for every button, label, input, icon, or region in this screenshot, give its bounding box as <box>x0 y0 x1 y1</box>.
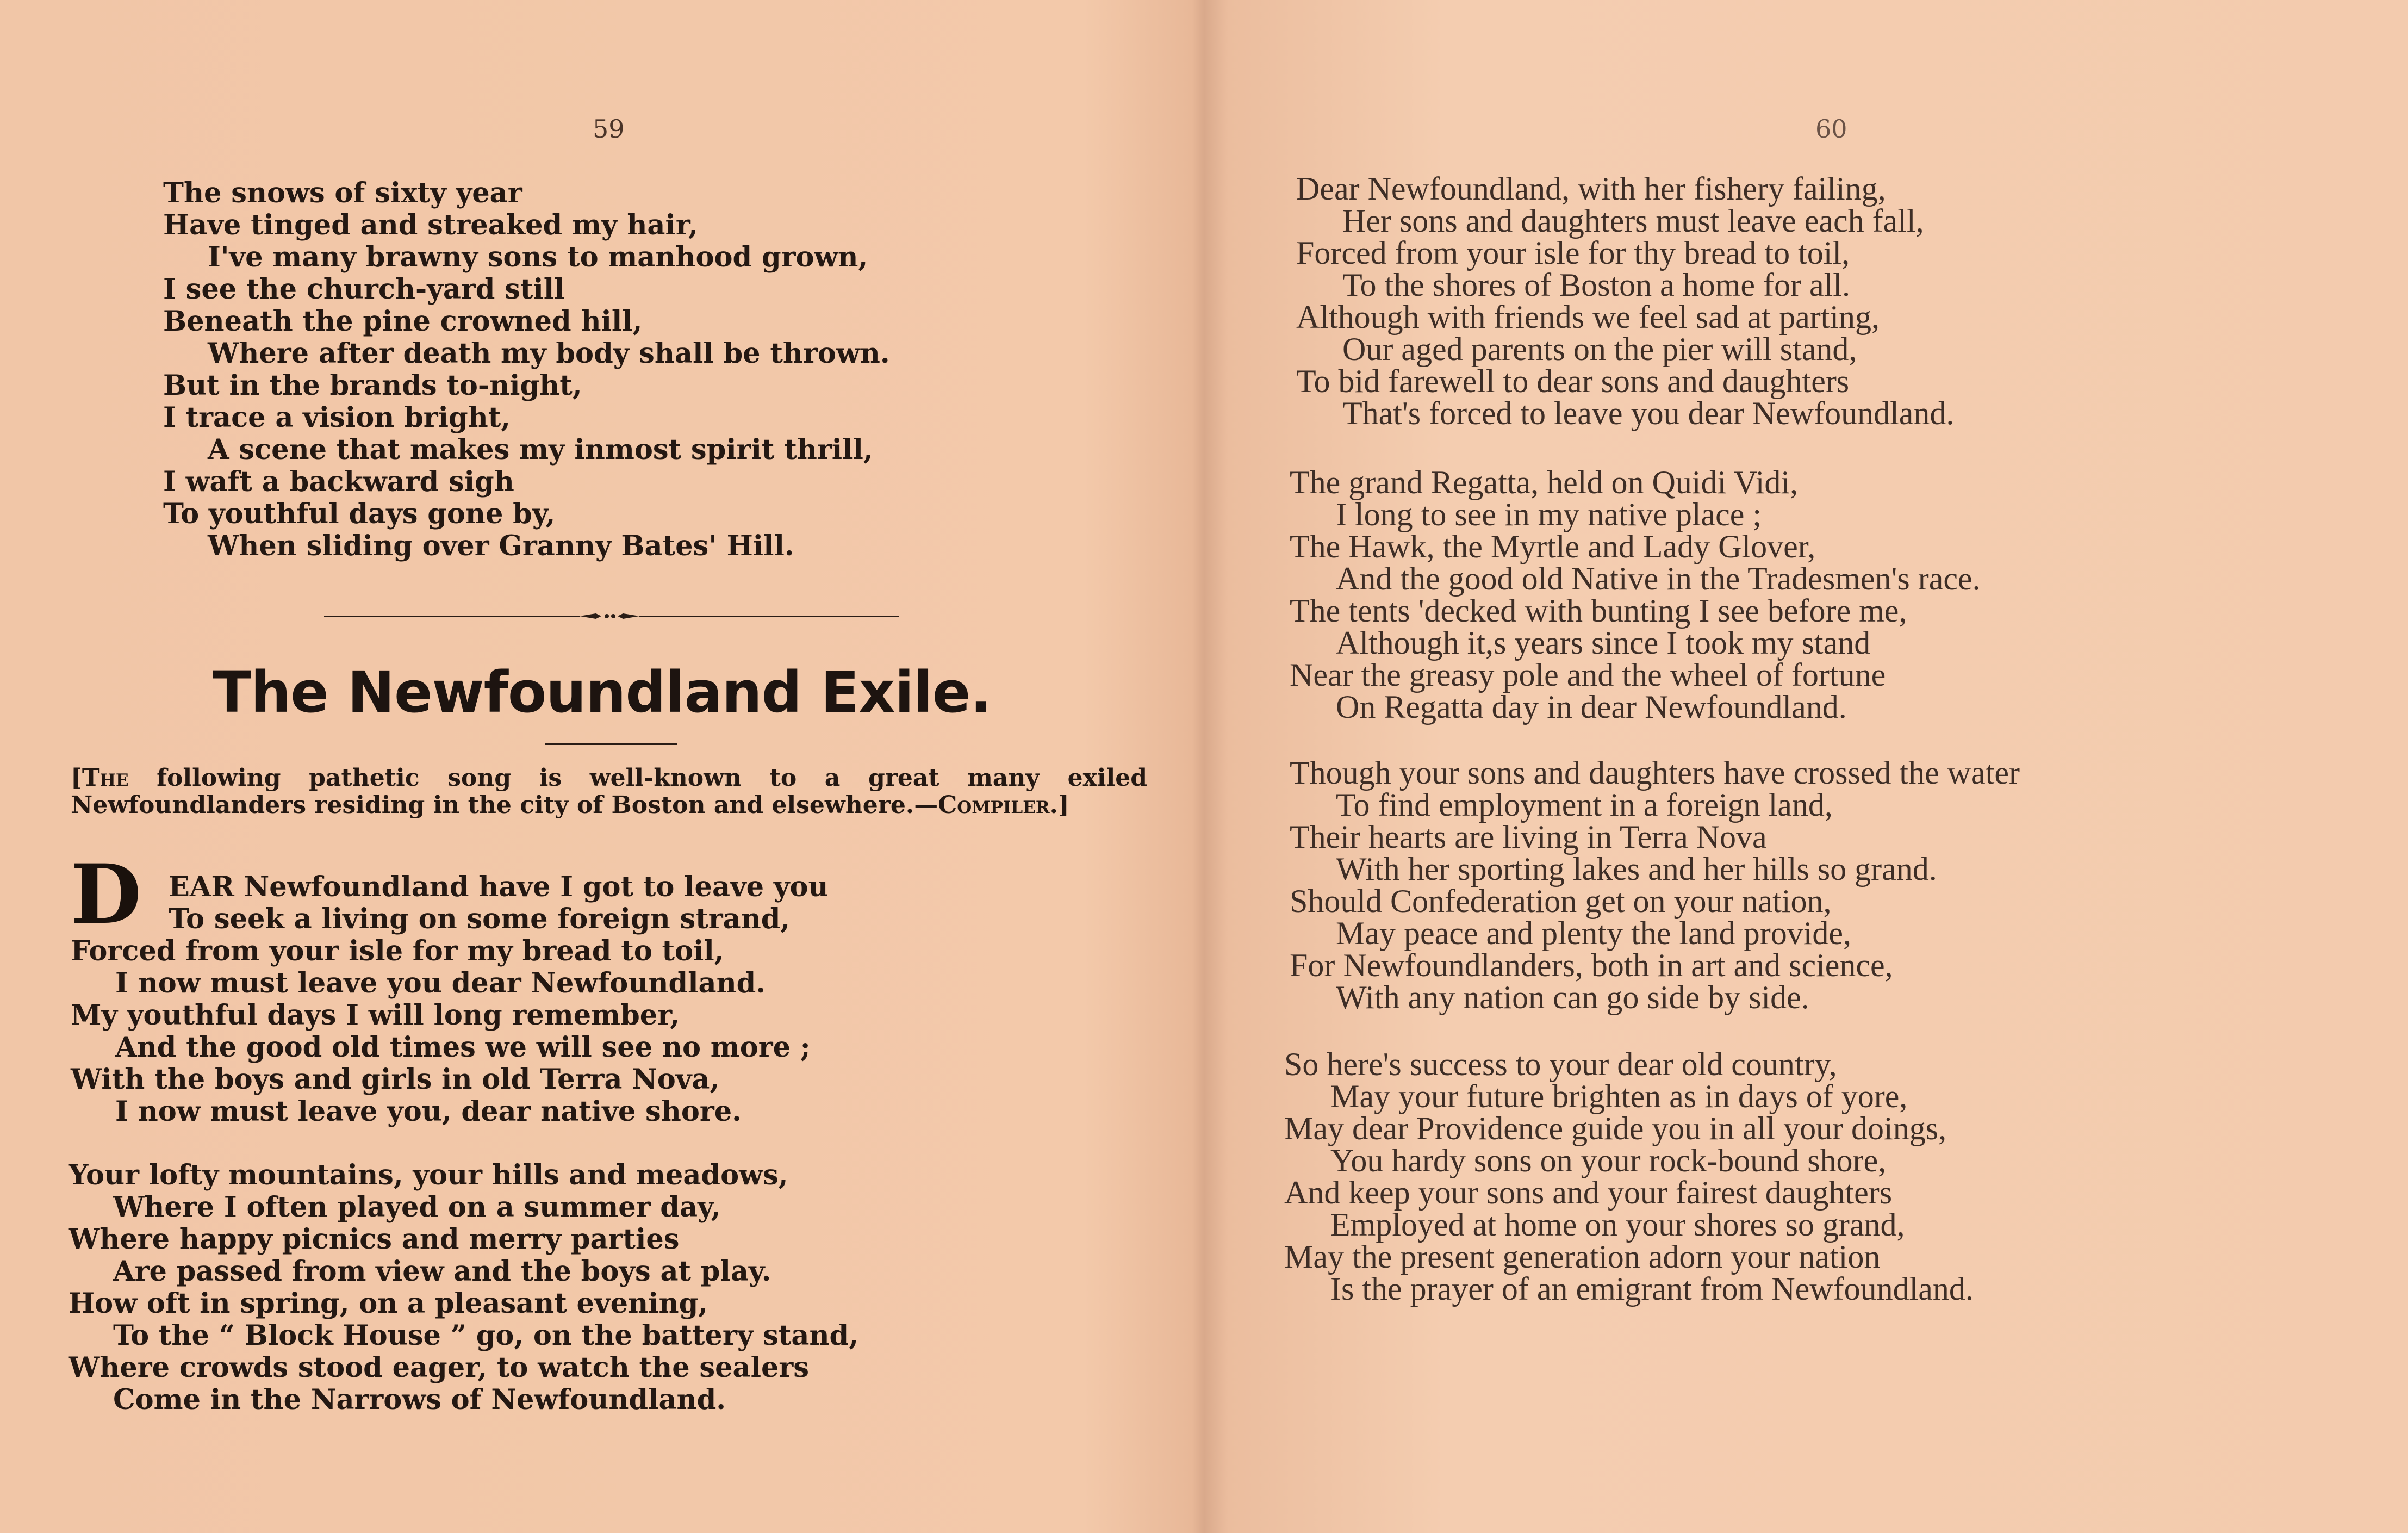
verse-line: To the “ Block House ” go, on the battery stand, <box>113 1319 858 1352</box>
verse-line: On Regatta day in dear Newfoundland. <box>1336 689 1847 725</box>
verse-line: With any nation can go side by side. <box>1336 979 1809 1015</box>
verse-line: Where after death my body shall be thrown. <box>208 337 890 370</box>
verse-line: May peace and plenty the land provide, <box>1336 915 1851 951</box>
divider-line-right <box>639 616 899 617</box>
verse-line: EAR Newfoundland have I got to leave you <box>169 871 829 903</box>
verse-line: To bid farewell to dear sons and daughters <box>1296 363 1850 399</box>
verse-line: Should Confederation get on your nation, <box>1290 883 1832 919</box>
verse-line: I see the church-yard still <box>163 273 565 306</box>
verse-line: The snows of sixty year <box>163 177 522 209</box>
verse-line: My youthful days I will long remember, <box>71 999 680 1032</box>
verse-line: Beneath the pine crowned hill, <box>163 305 643 338</box>
compiler-note <box>71 765 1147 819</box>
verse-line: For Newfoundlanders, both in art and science, <box>1290 947 1893 983</box>
verse-line: Their hearts are living in Terra Nova <box>1290 819 1767 855</box>
note-compiler: Compiler. <box>938 791 1058 819</box>
verse-line: Although with friends we feel sad at parting, <box>1296 299 1880 335</box>
note-first-word: The <box>82 764 129 792</box>
verse-line: I waft a backward sigh <box>163 466 514 498</box>
title-rule <box>545 743 677 745</box>
verse-line: Where I often played on a summer day, <box>113 1191 721 1224</box>
verse-line: I now must leave you dear Newfoundland. <box>115 967 766 1000</box>
exile-stanza-5 <box>1290 757 2020 1014</box>
exile-stanza-4 <box>1290 464 1981 725</box>
verse-line: How oft in spring, on a pleasant evening, <box>69 1287 708 1320</box>
exile-stanza-2 <box>69 1159 858 1416</box>
verse-line: Have tinged and streaked my hair, <box>163 209 698 241</box>
verse-line: Where happy picnics and merry parties <box>69 1223 680 1256</box>
exile-stanza-3 <box>1296 173 1954 430</box>
verse-line: Dear Newfoundland, with her fishery failing, <box>1296 171 1886 207</box>
verse-line: May your future brighten as in days of yore, <box>1330 1078 1908 1114</box>
verse-line: Forced from your isle for my bread to toil, <box>71 935 724 967</box>
verse-line: The grand Regatta, held on Quidi Vidi, <box>1290 464 1799 500</box>
verse-line: That's forced to leave you dear Newfoundland. <box>1342 395 1955 431</box>
verse-line: And keep your sons and your fairest daughters <box>1284 1175 1893 1211</box>
divider-ornament-icon <box>580 610 639 622</box>
verse-line: Is the prayer of an emigrant from Newfoundland. <box>1330 1271 1974 1307</box>
verse-line: May dear Providence guide you in all your doings, <box>1284 1110 1947 1146</box>
ornamental-divider <box>324 613 899 619</box>
exile-stanza-6 <box>1284 1048 1974 1305</box>
divider-line-left <box>324 616 580 617</box>
verse-line: And the good old Native in the Tradesmen's race. <box>1336 561 1981 597</box>
verse-line: To find employment in a foreign land, <box>1336 787 1833 823</box>
verse-line: The tents 'decked with bunting I see before me, <box>1290 593 1907 629</box>
verse-line: To the shores of Boston a home for all. <box>1342 267 1850 303</box>
verse-line: But in the brands to-night, <box>163 369 582 402</box>
verse-line: With the boys and girls in old Terra Nova, <box>71 1063 720 1096</box>
page-number-right: 60 <box>1815 114 1847 144</box>
song-title: The Newfoundland Exile. <box>213 659 991 725</box>
verse-line: To seek a living on some foreign strand, <box>169 903 791 935</box>
verse-line: The Hawk, the Myrtle and Lady Glover, <box>1290 529 1816 564</box>
verse-line: I've many brawny sons to manhood grown, <box>208 241 868 274</box>
verse-line: And the good old times we will see no more ; <box>115 1031 811 1064</box>
verse-line: Though your sons and daughters have crossed the water <box>1290 755 2020 791</box>
verse-line: Her sons and daughters must leave each fall, <box>1342 203 1924 239</box>
verse-line: Near the greasy pole and the wheel of fortune <box>1290 657 1886 693</box>
drop-cap: D <box>71 847 142 942</box>
verse-line: So here's success to your dear old country, <box>1284 1046 1837 1082</box>
verse-line: I trace a vision bright, <box>163 401 511 434</box>
verse-line: May the present generation adorn your nation <box>1284 1239 1881 1275</box>
verse-line: Come in the Narrows of Newfoundland. <box>113 1383 726 1416</box>
verse-line: Employed at home on your shores so grand, <box>1330 1207 1905 1243</box>
verse-line: Where crowds stood eager, to watch the sealers <box>69 1351 810 1384</box>
page-number-left: 59 <box>593 114 625 144</box>
note-close-bracket: ] <box>1057 791 1069 819</box>
verse-line: Your lofty mountains, your hills and meadows, <box>69 1159 788 1191</box>
verse-line: Forced from your isle for thy bread to toil, <box>1296 235 1850 271</box>
verse-line: When sliding over Granny Bates' Hill. <box>208 530 794 562</box>
verse-line: I now must leave you, dear native shore. <box>115 1095 742 1128</box>
verse-line: I long to see in my native place ; <box>1336 496 1762 532</box>
poem-granny-bates-hill <box>163 177 890 562</box>
verse-line: Our aged parents on the pier will stand, <box>1342 331 1857 367</box>
verse-line: You hardy sons on your rock-bound shore, <box>1330 1143 1887 1178</box>
note-open-bracket: [ <box>71 764 82 792</box>
exile-stanza-1 <box>71 871 829 1128</box>
verse-line: To youthful days gone by, <box>163 498 556 530</box>
right-page <box>1204 0 2408 1533</box>
verse-line: Although it,s years since I took my stand <box>1336 625 1871 661</box>
verse-line: Are passed from view and the boys at play. <box>113 1255 771 1288</box>
note-body: following pathetic song is well-known to a great many exiled Newfoundlanders residing in the city of Boston and elsewhere.— <box>71 764 1147 819</box>
verse-line: A scene that makes my inmost spirit thrill, <box>208 433 873 466</box>
verse-line: With her sporting lakes and her hills so grand. <box>1336 851 1937 887</box>
